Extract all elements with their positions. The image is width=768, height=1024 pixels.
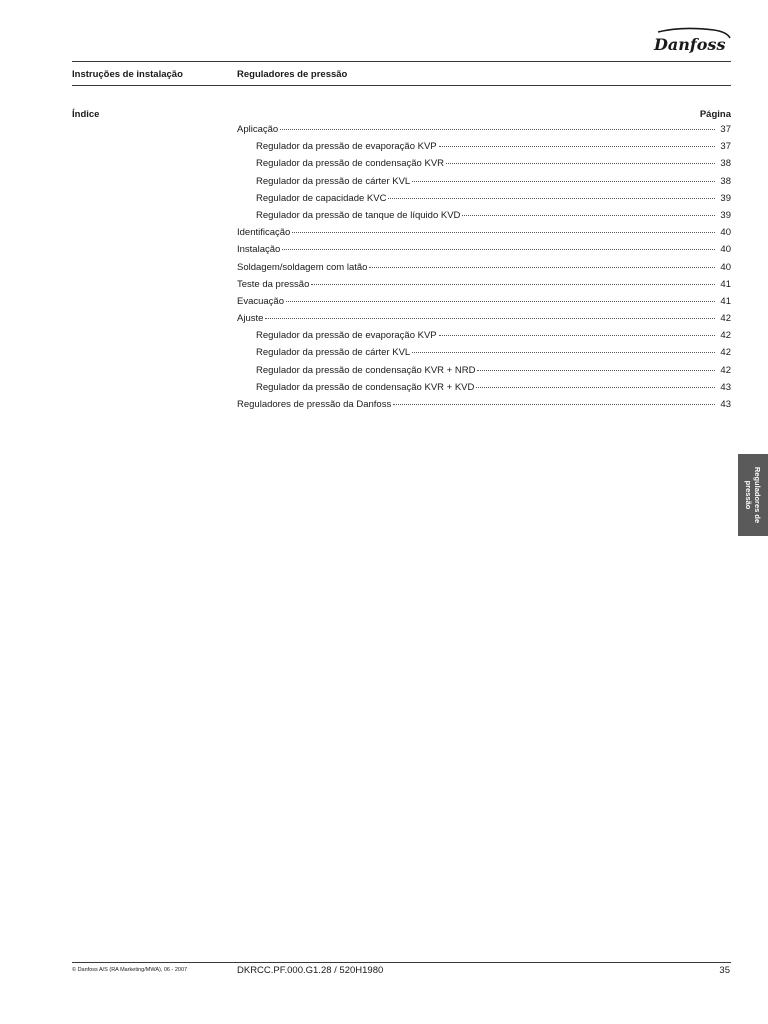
toc-entry[interactable] xyxy=(237,141,731,158)
toc-leader-dots xyxy=(286,301,715,302)
toc-entry-page: 40 xyxy=(720,261,731,273)
toc-leader-dots xyxy=(477,370,715,371)
footer-rule xyxy=(72,962,731,963)
toc-entry[interactable] xyxy=(237,244,731,261)
toc-entry-title: Instalação xyxy=(237,244,281,256)
toc-entry-page: 42 xyxy=(720,347,731,359)
toc-leader-dots xyxy=(476,387,715,388)
toc-entry-page: 39 xyxy=(720,192,731,204)
header-doc-subject: Reguladores de pressão xyxy=(237,69,348,80)
toc-entry[interactable] xyxy=(237,313,731,330)
header-rule-top xyxy=(72,61,731,62)
page-number: 35 xyxy=(719,965,730,976)
toc-leader-dots xyxy=(446,163,715,164)
toc-entry-title: Reguladores de pressão da Danfoss xyxy=(237,399,392,410)
toc-entry[interactable] xyxy=(237,279,731,296)
toc-entry-page: 42 xyxy=(720,313,731,325)
toc-leader-dots xyxy=(439,335,715,336)
toc-entry-title: Regulador da pressão de condensação KVR + NRD xyxy=(256,364,476,376)
toc-entry[interactable] xyxy=(237,210,731,227)
danfoss-logo xyxy=(652,26,732,56)
toc-leader-dots xyxy=(412,181,715,182)
toc-entry-title: Regulador da pressão de condensação KVR xyxy=(256,158,445,170)
toc-leader-dots xyxy=(369,267,715,268)
toc-entry[interactable] xyxy=(237,330,731,347)
header-doc-type: Instruções de instalação xyxy=(72,69,183,80)
toc-leader-dots xyxy=(439,146,715,147)
toc-entry-title: Regulador da pressão de evaporação KVP xyxy=(256,141,437,153)
toc-entry[interactable] xyxy=(237,296,731,313)
toc-entry-page: 40 xyxy=(720,227,731,239)
copyright-notice: © Danfoss A/S (RA Marketing/MWA), 06 - 2007 xyxy=(72,967,188,973)
toc-entry-title: Regulador da pressão de condensação KVR + KVD xyxy=(256,381,475,393)
toc-leader-dots xyxy=(282,249,715,250)
toc-entry[interactable] xyxy=(237,365,731,382)
header-rule-bottom xyxy=(72,85,731,86)
toc-entry[interactable] xyxy=(237,399,731,416)
table-of-contents xyxy=(237,124,731,416)
toc-entry-title: Regulador da pressão de tanque de líquido KVD xyxy=(256,209,461,221)
index-heading: Índice xyxy=(72,109,100,120)
toc-entry[interactable] xyxy=(237,193,731,210)
toc-entry-title: Regulador da pressão de cárter KVL xyxy=(256,175,411,187)
toc-leader-dots xyxy=(462,215,715,216)
toc-leader-dots xyxy=(393,404,715,405)
toc-entry-page: 37 xyxy=(720,141,731,153)
toc-leader-dots xyxy=(412,352,715,353)
toc-entry-page: 43 xyxy=(720,381,731,393)
toc-entry-page: 41 xyxy=(720,295,731,307)
toc-entry-title: Ajuste xyxy=(237,313,264,325)
page-column-heading: Página xyxy=(699,109,731,120)
toc-entry-title: Soldagem/soldagem com latão xyxy=(237,261,368,273)
toc-entry-page: 41 xyxy=(720,278,731,290)
toc-entry[interactable] xyxy=(237,347,731,364)
toc-entry-title: Aplicação xyxy=(237,124,279,135)
toc-leader-dots xyxy=(280,129,715,130)
toc-entry[interactable] xyxy=(237,158,731,175)
toc-entry[interactable] xyxy=(237,262,731,279)
toc-entry-title: Regulador de capacidade KVC xyxy=(256,192,387,204)
toc-entry[interactable] xyxy=(237,124,731,141)
svg-text:Danfoss: Danfoss xyxy=(654,35,726,54)
toc-entry[interactable] xyxy=(237,382,731,399)
document-code: DKRCC.PF.000.G1.28 / 520H1980 xyxy=(237,965,384,976)
toc-entry-page: 42 xyxy=(720,364,731,376)
toc-entry-title: Regulador da pressão de evaporação KVP xyxy=(256,330,437,342)
toc-entry[interactable] xyxy=(237,176,731,193)
toc-entry-page: 42 xyxy=(720,330,731,342)
side-tab-label: Reguladores de pressão xyxy=(744,466,762,524)
toc-entry-title: Evacuação xyxy=(237,295,285,307)
toc-leader-dots xyxy=(311,284,715,285)
toc-leader-dots xyxy=(292,232,715,233)
toc-entry-page: 39 xyxy=(720,209,731,221)
toc-entry-page: 37 xyxy=(720,124,731,135)
toc-entry-title: Regulador da pressão de cárter KVL xyxy=(256,347,411,359)
toc-entry-page: 38 xyxy=(720,175,731,187)
toc-entry-title: Teste da pressão xyxy=(237,278,310,290)
toc-leader-dots xyxy=(388,198,715,199)
toc-leader-dots xyxy=(265,318,715,319)
toc-entry-page: 43 xyxy=(720,399,731,410)
toc-entry-page: 38 xyxy=(720,158,731,170)
toc-entry-title: Identificação xyxy=(237,227,291,239)
side-section-tab xyxy=(738,454,768,536)
toc-entry[interactable] xyxy=(237,227,731,244)
toc-entry-page: 40 xyxy=(720,244,731,256)
